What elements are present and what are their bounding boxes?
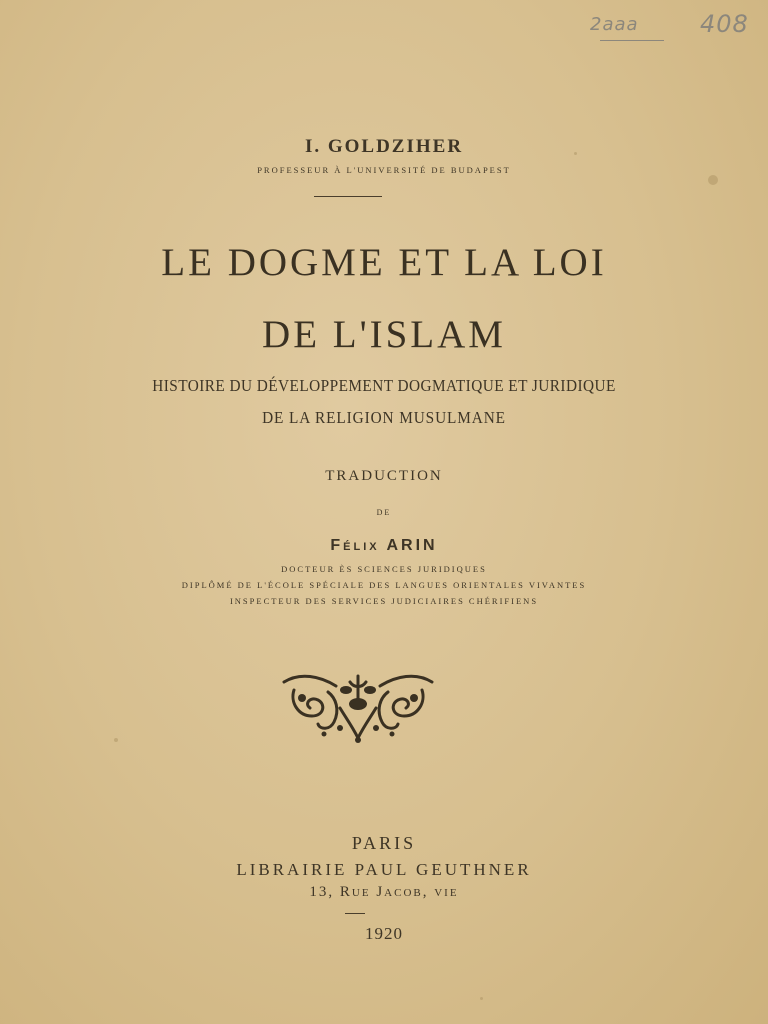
book-title-line-2: DE L'ISLAM: [262, 313, 506, 356]
paper-speck: [574, 152, 577, 155]
paper-speck: [708, 175, 718, 185]
imprint-year: 1920: [365, 924, 403, 943]
translation-by: DE: [376, 508, 392, 517]
translator-name: Félix ARIN: [330, 537, 438, 554]
imprint-address: 13, Rue Jacob, vie: [309, 884, 459, 900]
book-subtitle-line-2: DE LA RELIGION MUSULMANE: [262, 408, 506, 427]
pencil-note-left: 2aaa: [590, 14, 639, 35]
translation-label: TRADUCTION: [325, 468, 443, 484]
author-title: PROFESSEUR À L'UNIVERSITÉ DE BUDAPEST: [257, 165, 511, 175]
translator-credential: DOCTEUR ÈS SCIENCES JURIDIQUES: [281, 564, 487, 574]
scroll-flourish-ornament-icon: [280, 668, 436, 744]
author-name: I. GOLDZIHER: [304, 136, 464, 157]
translator-credential: INSPECTEUR DES SERVICES JUDICIAIRES CHÉRIFIENS: [229, 596, 539, 606]
paper-speck: [480, 997, 483, 1000]
divider-rule: [314, 196, 382, 197]
book-subtitle-line-1: HISTOIRE DU DÉVELOPPEMENT DOGMATIQUE ET JURIDIQUE: [152, 376, 616, 395]
book-title-line-1: LE DOGME ET LA LOI: [161, 241, 607, 284]
translator-credential: DIPLÔMÉ DE L'ÉCOLE SPÉCIALE DES LANGUES ORIENTALES VIVANTES: [181, 580, 587, 590]
imprint-publisher: LIBRAIRIE PAUL GEUTHNER: [236, 860, 532, 879]
divider-rule-small: [345, 913, 365, 914]
pencil-underline: [600, 40, 664, 41]
paper-speck: [114, 738, 118, 742]
imprint-place: PARIS: [351, 833, 417, 853]
pencil-note-right: 408: [700, 10, 749, 38]
